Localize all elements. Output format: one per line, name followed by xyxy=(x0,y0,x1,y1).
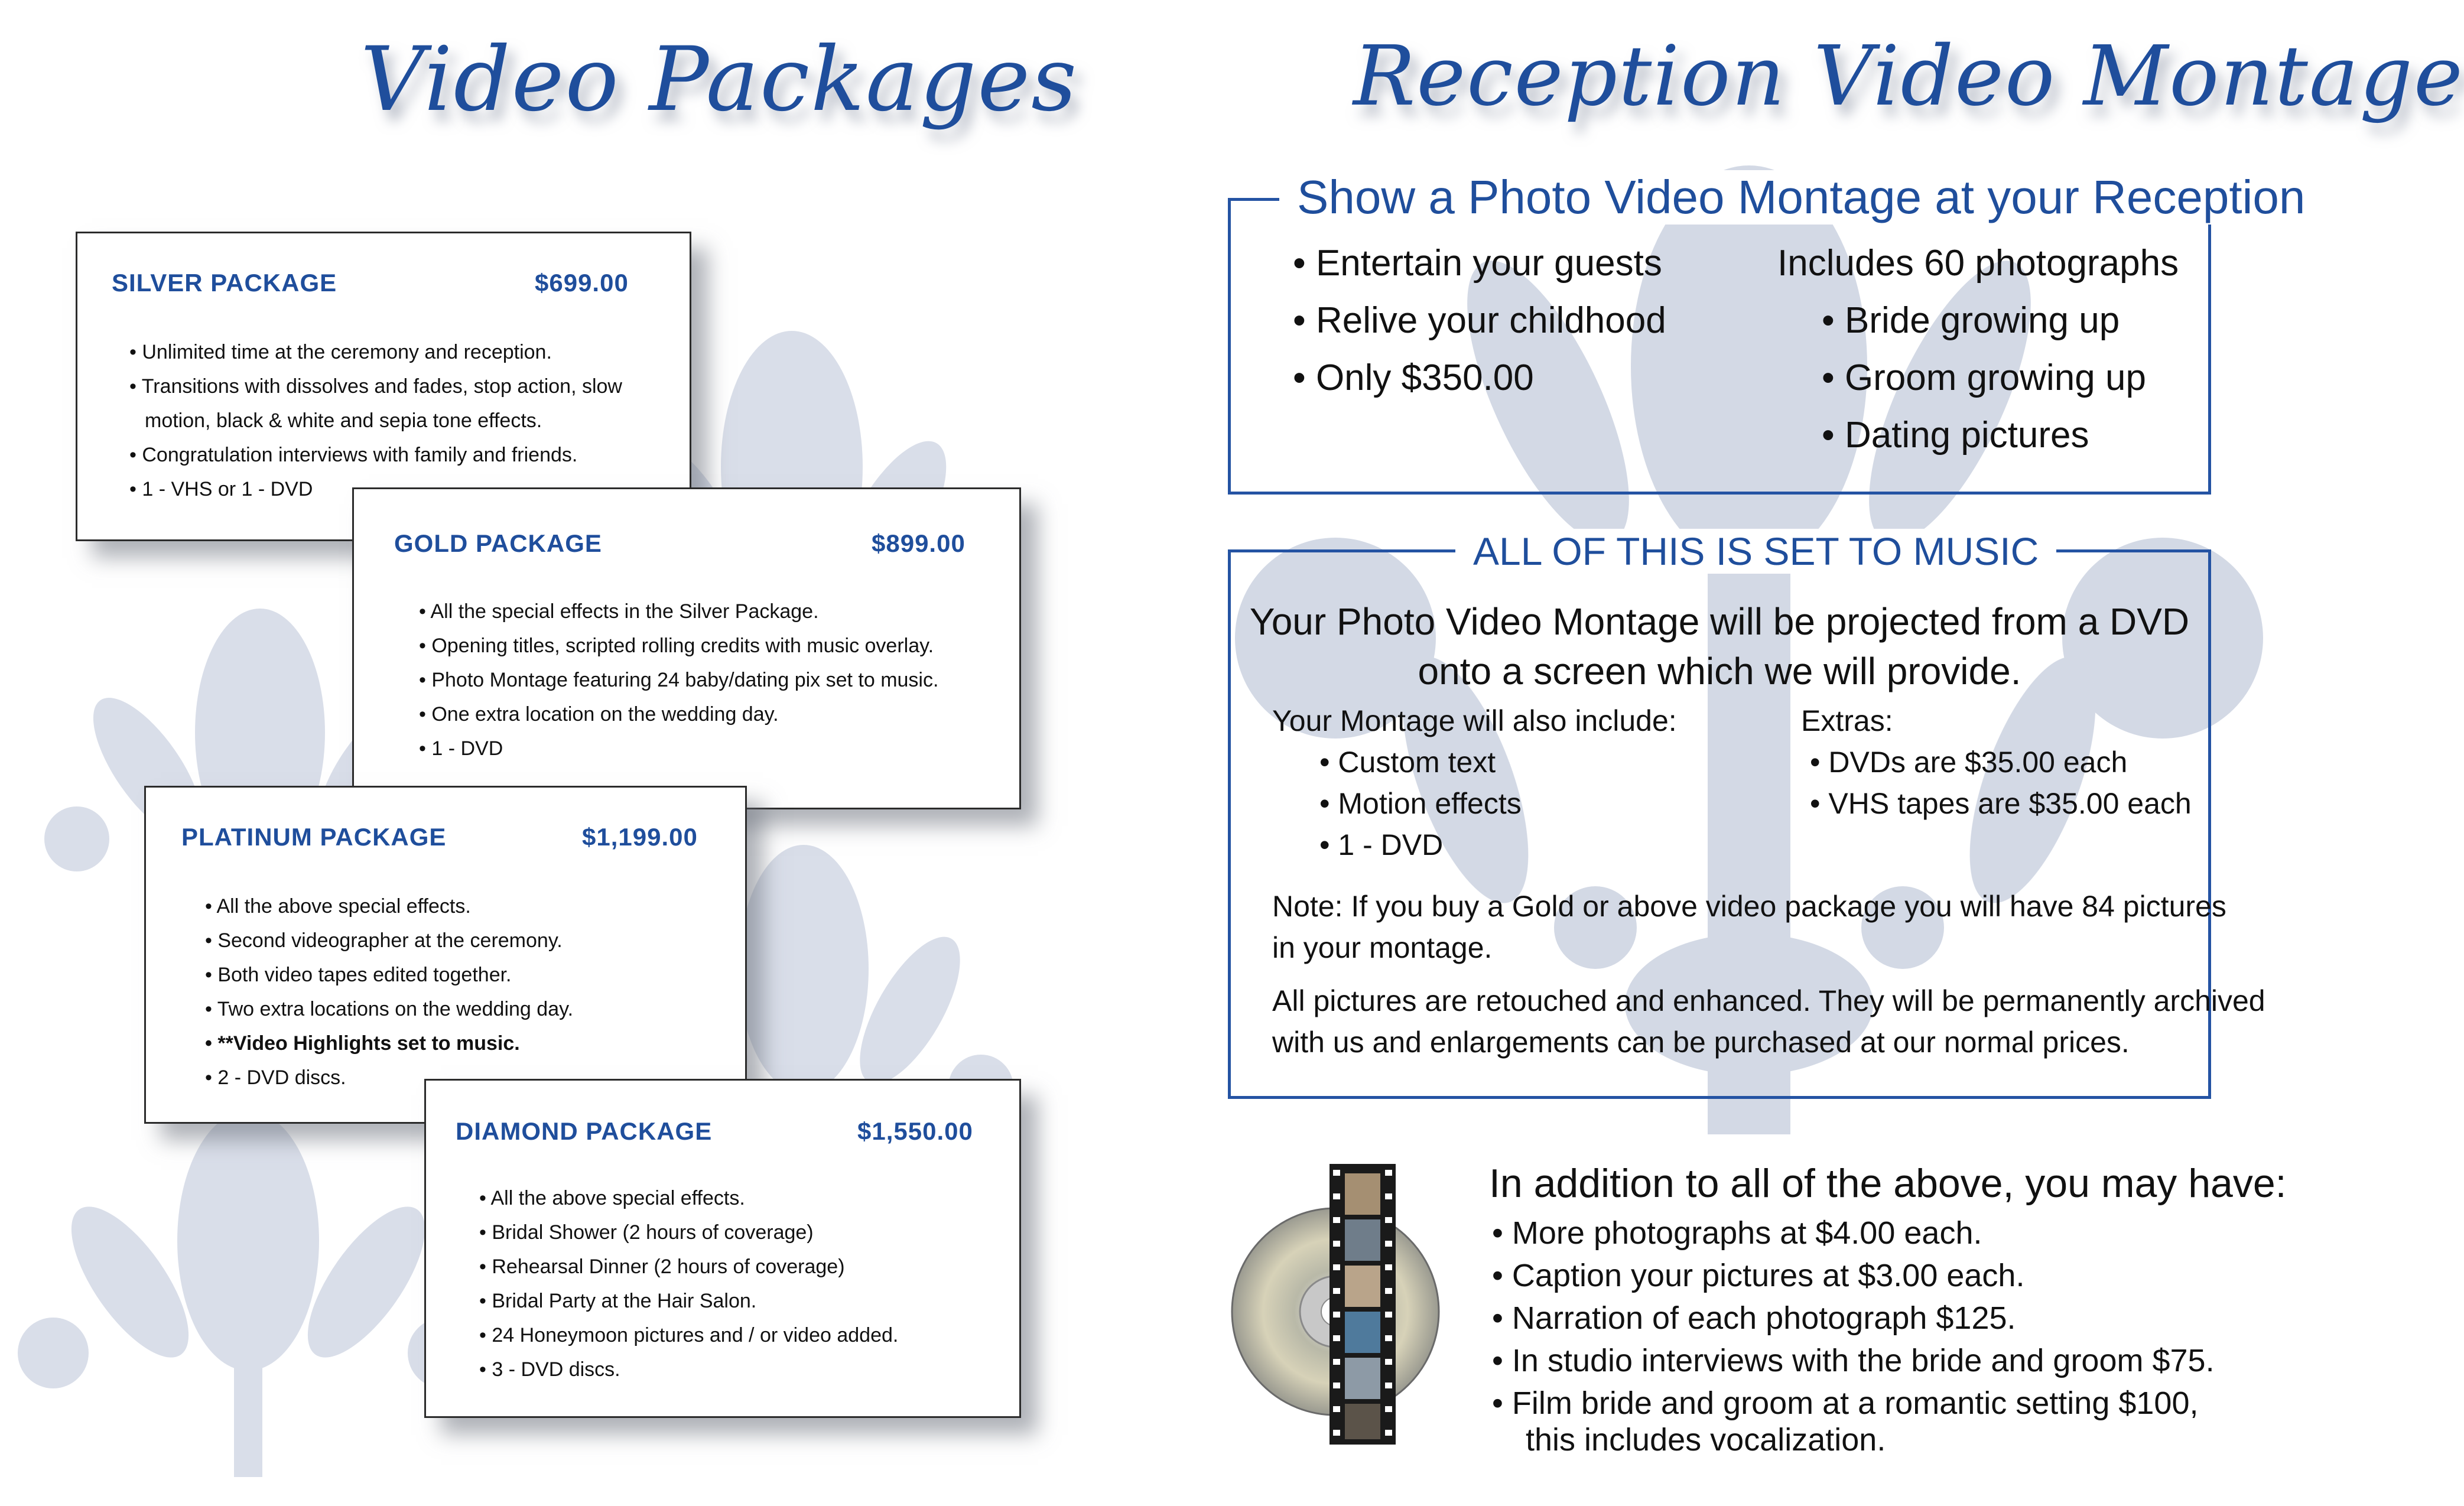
package-price: $1,199.00 xyxy=(582,823,698,851)
package-name: GOLD PACKAGE xyxy=(394,529,602,557)
extra-dvds: • DVDs are $35.00 each xyxy=(1810,745,2127,779)
diamond-package-card xyxy=(424,1079,1021,1418)
include-custom-text: • Custom text xyxy=(1319,745,1496,779)
platinum-package-card xyxy=(144,786,747,1124)
package-name: PLATINUM PACKAGE xyxy=(181,823,447,851)
list-item: • Second videographer at the ceremony. xyxy=(205,929,563,952)
list-item: • One extra location on the wedding day. xyxy=(419,703,779,726)
list-item: • Bridal Party at the Hair Salon. xyxy=(479,1290,757,1312)
include-motion-effects: • Motion effects xyxy=(1319,786,1522,821)
addons-heading: In addition to all of the above, you may have: xyxy=(1489,1161,2287,1206)
archive-line-2: with us and enlargements can be purchased at our normal prices. xyxy=(1272,1026,2130,1059)
gold-package-card xyxy=(352,487,1021,809)
list-item: • Two extra locations on the wedding day. xyxy=(205,998,574,1020)
bullet-price: • Only $350.00 xyxy=(1293,357,1534,399)
list-item: • Bridal Shower (2 hours of coverage) xyxy=(479,1221,814,1244)
list-item: • 3 - DVD discs. xyxy=(479,1358,620,1381)
bullet-dating: • Dating pictures xyxy=(1822,414,2089,456)
music-details-box xyxy=(1228,529,2265,1099)
list-item: • All the above special effects. xyxy=(205,895,471,918)
archive-line-1: All pictures are retouched and enhanced. They will be permanently archived xyxy=(1272,984,2265,1017)
box-heading: Show a Photo Video Montage at your Reception xyxy=(1279,170,2323,225)
addon-interviews: • In studio interviews with the bride and groom $75. xyxy=(1492,1342,2215,1379)
package-price: $899.00 xyxy=(872,529,966,557)
list-item: • 24 Honeymoon pictures and / or video added. xyxy=(479,1324,899,1346)
list-item: • Opening titles, scripted rolling credits with music overlay. xyxy=(419,635,934,657)
list-item: • All the above special effects. xyxy=(479,1187,745,1209)
list-item: • **Video Highlights set to music. xyxy=(205,1032,520,1055)
list-item: • 1 - VHS or 1 - DVD xyxy=(129,478,313,500)
package-name: DIAMOND PACKAGE xyxy=(456,1117,713,1145)
bullet-entertain: • Entertain your guests xyxy=(1293,242,1662,284)
includes-heading: Includes 60 photographs xyxy=(1777,243,2179,284)
note-line-1: Note: If you buy a Gold or above video package you will have 84 pictures xyxy=(1272,890,2226,923)
package-features xyxy=(419,594,998,766)
package-price: $699.00 xyxy=(535,269,629,297)
list-item: • All the special effects in the Silver Package. xyxy=(419,600,819,623)
list-item: • Unlimited time at the ceremony and reception. xyxy=(129,341,552,363)
package-features xyxy=(479,1181,999,1387)
bullet-relive: • Relive your childhood xyxy=(1293,300,1666,341)
package-features xyxy=(205,889,725,1095)
package-name: SILVER PACKAGE xyxy=(112,269,337,297)
extra-vhs: • VHS tapes are $35.00 each xyxy=(1810,786,2192,821)
extras-heading: Extras: xyxy=(1801,704,1893,737)
package-features xyxy=(129,335,649,506)
montage-intro-box xyxy=(1228,171,2306,495)
left-page-title: Video Packages xyxy=(360,28,1078,131)
list-item: • Rehearsal Dinner (2 hours of coverage) xyxy=(479,1255,845,1278)
list-item: • Congratulation interviews with family and friends. xyxy=(129,444,578,466)
intro-line-1: Your Photo Video Montage will be projected from a DVD xyxy=(1249,600,2190,643)
include-dvd: • 1 - DVD xyxy=(1319,828,1443,862)
dvd-filmstrip-illustration xyxy=(1229,1158,1465,1448)
filmstrip-icon xyxy=(1329,1164,1396,1445)
addon-romantic-setting: • Film bride and groom at a romantic setting $100, xyxy=(1492,1385,2199,1422)
list-item: • 2 - DVD discs. xyxy=(205,1066,346,1089)
addon-captions: • Caption your pictures at $3.00 each. xyxy=(1492,1257,2024,1294)
intro-line-2: onto a screen which we will provide. xyxy=(1418,650,2021,692)
includes-heading: Your Montage will also include: xyxy=(1272,704,1677,737)
list-item: • 1 - DVD xyxy=(419,737,503,760)
box-heading: ALL OF THIS IS SET TO MUSIC xyxy=(1455,529,2056,574)
list-item: • Transitions with dissolves and fades, stop action, slow motion, black & white and sepia tone effects. xyxy=(129,375,622,432)
addon-narration: • Narration of each photograph $125. xyxy=(1492,1300,2016,1336)
right-page-title: Reception Video Montage xyxy=(1353,28,2464,125)
list-item: • Photo Montage featuring 24 baby/dating pix set to music. xyxy=(419,669,939,691)
bullet-groom: • Groom growing up xyxy=(1822,357,2146,399)
bullet-bride: • Bride growing up xyxy=(1822,300,2120,341)
package-price: $1,550.00 xyxy=(857,1117,973,1145)
addon-romantic-setting-continued: this includes vocalization. xyxy=(1526,1422,1886,1458)
note-line-2: in your montage. xyxy=(1272,931,1493,964)
list-item: • Both video tapes edited together. xyxy=(205,964,512,986)
addon-more-photos: • More photographs at $4.00 each. xyxy=(1492,1215,1982,1251)
